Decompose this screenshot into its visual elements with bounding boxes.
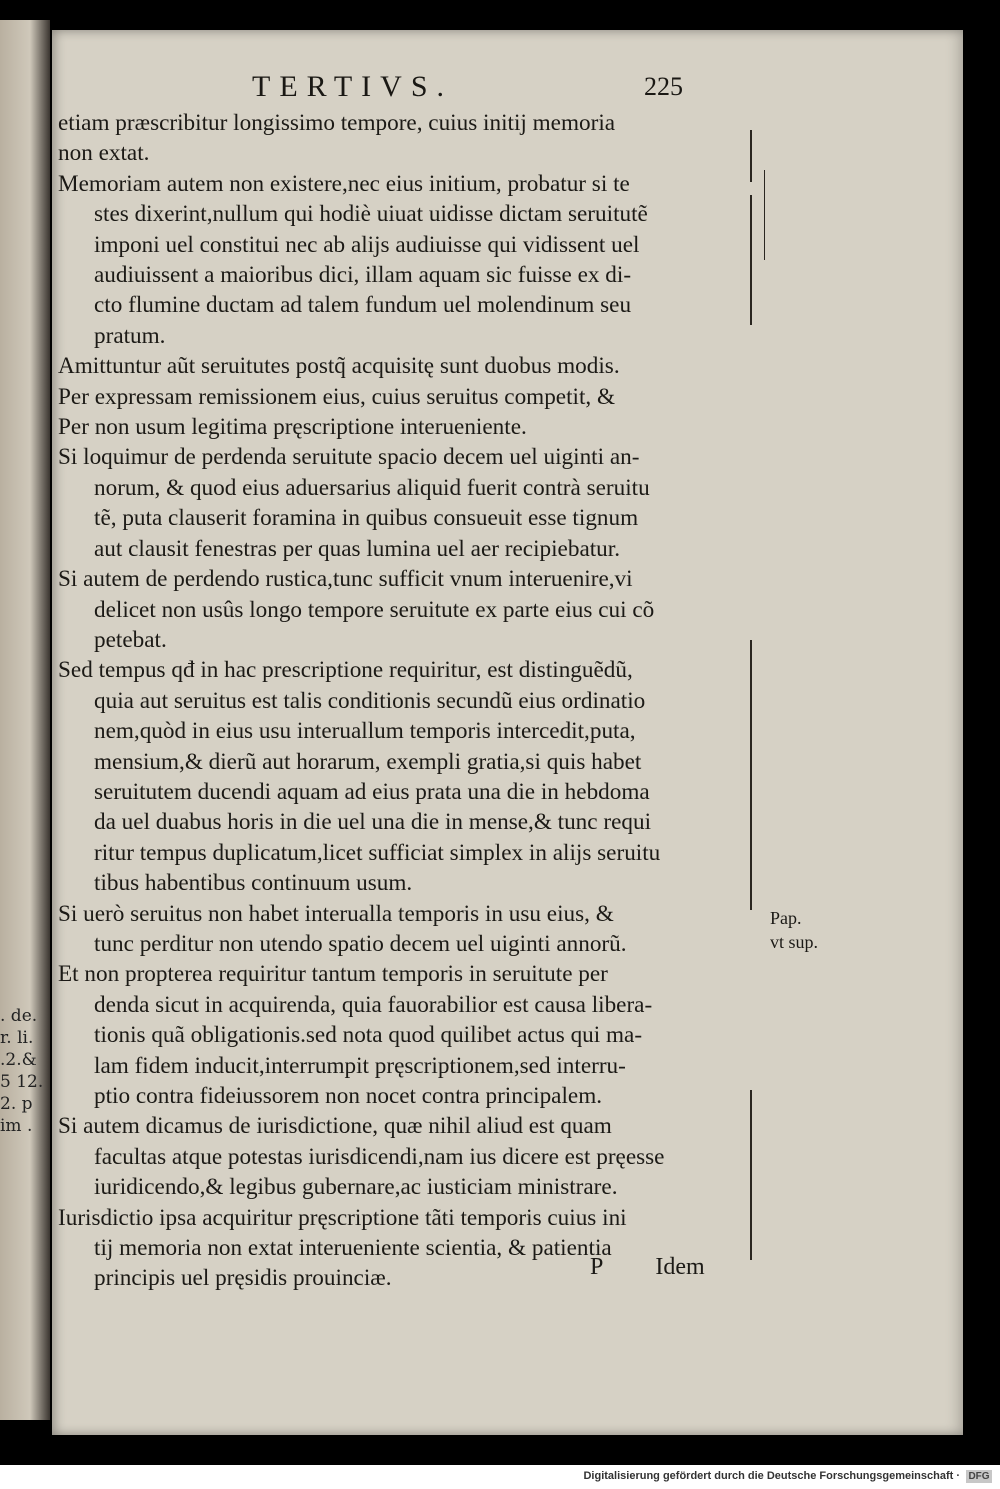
text-line: iuridicendo,& legibus gubernare,ac iusticiam ministrare. bbox=[94, 1174, 618, 1201]
left-margin-note: r. li. bbox=[0, 1028, 34, 1048]
facing-page-edge bbox=[0, 20, 50, 1420]
text-line: tunc perditur non utendo spatio decem uel uiginti annorũ. bbox=[94, 930, 627, 957]
paragraph bbox=[58, 655, 748, 898]
dfg-logo: DFG bbox=[966, 1470, 992, 1483]
margin-rule bbox=[750, 195, 752, 325]
text-line: da uel duabus horis in die uel una die in mense,& tunc requi bbox=[94, 809, 652, 836]
text-line: cto flumine ductam ad talem fundum uel molendinum seu bbox=[94, 292, 632, 319]
text-line: Amittuntur aũt seruitutes postq̃ acquisitę sunt duobus modis. bbox=[58, 353, 620, 380]
text-line: tibus habentibus continuum usum. bbox=[94, 870, 413, 897]
text-line: Memoriam autem non existere,nec eius initium, probatur si te bbox=[58, 170, 630, 197]
text-line: denda sicut in acquirenda, quia fauorabilior est causa libera- bbox=[94, 991, 653, 1018]
text-line: Iurisdictio ipsa acquiritur pręscriptione tãti temporis cuius ini bbox=[58, 1204, 627, 1231]
text-line: mensium,& dierũ aut horarum, exempli gratia,si quis habet bbox=[94, 748, 642, 775]
funding-notice: Digitalisierung gefördert durch die Deutsche Forschungsgemeinschaft · bbox=[583, 1470, 960, 1482]
margin-rule bbox=[750, 640, 752, 910]
page-number: 225 bbox=[644, 72, 683, 101]
text-line: stes dixerint,nullum qui hodiè uiuat uidisse dictam seruitutẽ bbox=[94, 201, 648, 228]
side-note-line: vt sup. bbox=[770, 932, 819, 952]
paragraph bbox=[58, 108, 748, 169]
text-line: audiuissent a maioribus dici, illam aquam sic fuisse ex di- bbox=[94, 262, 632, 289]
text-line: tionis quã obligationis.sed nota quod quilibet actus qui ma- bbox=[94, 1022, 643, 1049]
text-line: pratum. bbox=[94, 322, 166, 349]
book-page bbox=[52, 30, 963, 1435]
text-line: seruitutem ducendi aquam ad eius prata una die in hebdoma bbox=[94, 778, 650, 805]
text-line: principis uel pręsidis prouinciæ. bbox=[94, 1265, 392, 1292]
text-line: petebat. bbox=[94, 626, 167, 653]
margin-rule bbox=[750, 1090, 752, 1260]
text-line: Si autem dicamus de iurisdictione, quæ nihil aliud est quam bbox=[58, 1113, 612, 1140]
margin-rule bbox=[750, 130, 752, 182]
left-margin-note: im . bbox=[0, 1116, 33, 1136]
paragraph bbox=[58, 564, 748, 655]
text-line: ritur tempus duplicatum,licet sufficiat simplex in alijs seruitu bbox=[94, 839, 661, 866]
left-margin-notes bbox=[0, 1005, 48, 1137]
body-text bbox=[58, 108, 748, 1294]
catchword: Idem bbox=[655, 1254, 705, 1280]
left-margin-note: . de. bbox=[0, 1006, 38, 1026]
side-note-line: Pap. bbox=[770, 908, 802, 928]
left-margin-note: 5 12. bbox=[0, 1072, 44, 1092]
catchwords bbox=[590, 1254, 705, 1281]
page-header bbox=[52, 70, 963, 110]
text-line: tij memoria non extat interueniente scientia, & patientia bbox=[94, 1235, 612, 1262]
paragraph bbox=[58, 412, 748, 442]
text-line: etiam præscribitur longissimo tempore, cuius initij memoria bbox=[58, 110, 616, 136]
text-line: tẽ, puta clauserit foramina in quibus consueuit esse tignum bbox=[94, 505, 639, 532]
text-line: nem,quòd in eius usu interuallum temporis intercedit,puta, bbox=[94, 718, 636, 745]
text-line: Per non usum legitima pręscriptione interueniente. bbox=[58, 414, 527, 441]
text-line: delicet non usûs longo tempore seruitute ex parte eius cui cõ bbox=[94, 596, 655, 623]
text-line: quia aut seruitus est talis conditionis secundũ eius ordinatio bbox=[94, 687, 646, 714]
running-title: TERTIVS. bbox=[252, 70, 454, 103]
paragraph bbox=[58, 1111, 748, 1202]
text-line: facultas atque potestas iurisdicendi,nam ius dicere est pręesse bbox=[94, 1143, 665, 1170]
text-line: ptio contra fideiussorem non nocet contra principalem. bbox=[94, 1083, 603, 1109]
text-line: imponi uel constitui nec ab alijs audiuisse qui vidissent uel bbox=[94, 231, 640, 258]
text-line: Si autem de perdendo rustica,tunc sufficit vnum interuenire,vi bbox=[58, 566, 633, 593]
signature-mark: P bbox=[590, 1254, 604, 1280]
text-line: Sed tempus qđ in hac prescriptione requiritur, est distinguẽdũ, bbox=[58, 657, 633, 684]
text-line: Per expressam remissionem eius, cuius seruitus competit, & bbox=[58, 383, 616, 410]
paragraph bbox=[58, 899, 748, 960]
paragraph bbox=[58, 442, 748, 564]
margin-rule bbox=[764, 170, 765, 260]
paragraph bbox=[58, 351, 748, 381]
text-line: norum, & quod eius aduersarius aliquid fuerit contrà seruitu bbox=[94, 474, 650, 501]
paragraph bbox=[58, 959, 748, 1111]
footer-bar bbox=[0, 1465, 1000, 1489]
side-note bbox=[770, 906, 818, 954]
text-line: Si uerò seruitus non habet interualla temporis in usu eius, & bbox=[58, 900, 614, 927]
paragraph bbox=[58, 169, 748, 351]
text-line: Et non propterea requiritur tantum temporis in seruitute per bbox=[58, 961, 608, 988]
text-line: Si loquimur de perdenda seruitute spacio decem uel uiginti an- bbox=[58, 444, 640, 471]
left-margin-note: 2. p bbox=[0, 1094, 33, 1114]
text-line: aut clausit fenestras per quas lumina uel aer recipiebatur. bbox=[94, 535, 621, 562]
paragraph bbox=[58, 382, 748, 412]
text-line: lam fidem inducit,interrumpit pręscriptionem,sed interru- bbox=[94, 1052, 626, 1079]
text-line: non extat. bbox=[58, 140, 150, 167]
left-margin-note: .2.& bbox=[0, 1050, 37, 1070]
